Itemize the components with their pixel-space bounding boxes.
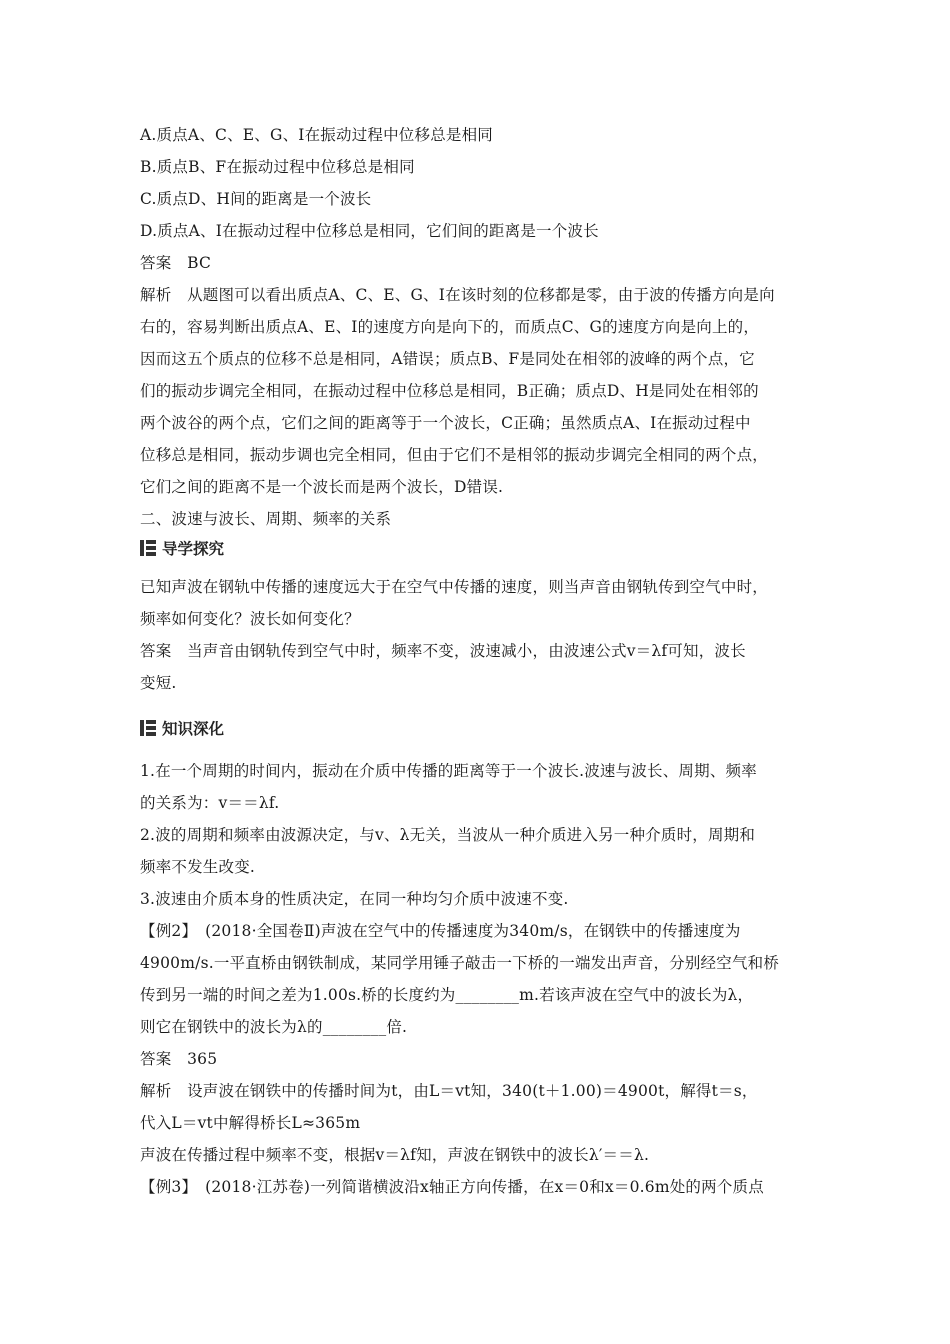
- question-line: 频率如何变化？波长如何变化？: [140, 610, 360, 628]
- heading-knowledge-deepening: [140, 717, 224, 739]
- section-marker-icon: [140, 720, 156, 736]
- section-marker-icon: [140, 540, 156, 556]
- analysis-1-line: 它们之间的距离不是一个波长而是两个波长，D错误.: [140, 478, 504, 496]
- heading-guided-inquiry: [140, 537, 224, 559]
- point-2-line: 频率不发生改变.: [140, 858, 256, 876]
- answer-1: 答案 BC: [140, 254, 212, 272]
- analysis-1-line: 们的振动步调完全相同，在振动过程中位移总是相同，B正确；质点D、H是同处在相邻的: [140, 382, 759, 400]
- option-b: B.质点B、F在振动过程中位移总是相同: [140, 158, 415, 176]
- example-2-line: 【例2】 (2018·全国卷Ⅱ)声波在空气中的传播速度为340m/s，在钢铁中的传播速度为: [140, 922, 741, 940]
- analysis-2-line: 解析 设声波在钢铁中的传播时间为t，由L＝vt知，340(t＋1.00)＝4900t，解得t＝s，: [140, 1082, 758, 1100]
- analysis-1-line: 解析 从题图可以看出质点A、C、E、G、I在该时刻的位移都是零，由于波的传播方向是向: [140, 286, 775, 304]
- analysis-1-line: 因而这五个质点的位移不总是相同，A错误；质点B、F是同处在相邻的波峰的两个点，它: [140, 350, 755, 368]
- answer-2-line: 答案 当声音由钢轨传到空气中时，频率不变，波速减小，由波速公式v＝λf可知，波长: [140, 642, 746, 660]
- analysis-2-line: 代入L＝vt中解得桥长L≈365m: [140, 1114, 361, 1132]
- point-1-line: 1.在一个周期的时间内，振动在介质中传播的距离等于一个波长.波速与波长、周期、频率: [140, 762, 757, 780]
- point-3-line: 3.波速由介质本身的性质决定，在同一种均匀介质中波速不变.: [140, 890, 569, 908]
- question-line: 已知声波在钢轨中传播的速度远大于在空气中传播的速度，则当声音由钢轨传到空气中时，: [140, 578, 769, 596]
- analysis-1-line: 位移总是相同，振动步调也完全相同，但由于它们不是相邻的振动步调完全相同的两个点，: [140, 446, 769, 464]
- option-a: A.质点A、C、E、G、I在振动过程中位移总是相同: [140, 126, 493, 144]
- point-2-line: 2.波的周期和频率由波源决定，与v、λ无关，当波从一种介质进入另一种介质时，周期和: [140, 826, 756, 844]
- analysis-1-line: 两个波谷的两个点，它们之间的距离等于一个波长，C正确；虽然质点A、I在振动过程中: [140, 414, 751, 432]
- analysis-1-line: 右的，容易判断出质点A、E、I的速度方向是向下的，而质点C、G的速度方向是向上的，: [140, 318, 760, 336]
- analysis-2-line: 声波在传播过程中频率不变，根据v＝λf知，声波在钢铁中的波长λ′＝＝λ.: [140, 1146, 650, 1164]
- example-2-line: 传到另一端的时间之差为1.00s.桥的长度约为________m.若该声波在空气中的波长为λ，: [140, 986, 754, 1004]
- section-title: 二、波速与波长、周期、频率的关系: [140, 510, 392, 528]
- option-d: D.质点A、I在振动过程中位移总是相同，它们间的距离是一个波长: [140, 222, 599, 240]
- option-c: C.质点D、H间的距离是一个波长: [140, 190, 372, 208]
- example-2-line: 则它在钢铁中的波长为λ的________倍.: [140, 1018, 408, 1036]
- heading-text: 知识深化: [162, 720, 225, 738]
- heading-text: 导学探究: [162, 540, 225, 558]
- example-3-line: 【例3】 (2018·江苏卷)一列简谐横波沿x轴正方向传播，在x＝0和x＝0.6m处的两个质点: [140, 1178, 764, 1196]
- answer-2-line: 变短.: [140, 674, 177, 692]
- example-2-line: 4900m/s.一平直桥由钢铁制成，某同学用锤子敲击一下桥的一端发出声音，分别经空气和桥: [140, 954, 780, 972]
- point-1-line: 的关系为：v＝＝λf.: [140, 794, 280, 812]
- answer-3: 答案 365: [140, 1050, 218, 1068]
